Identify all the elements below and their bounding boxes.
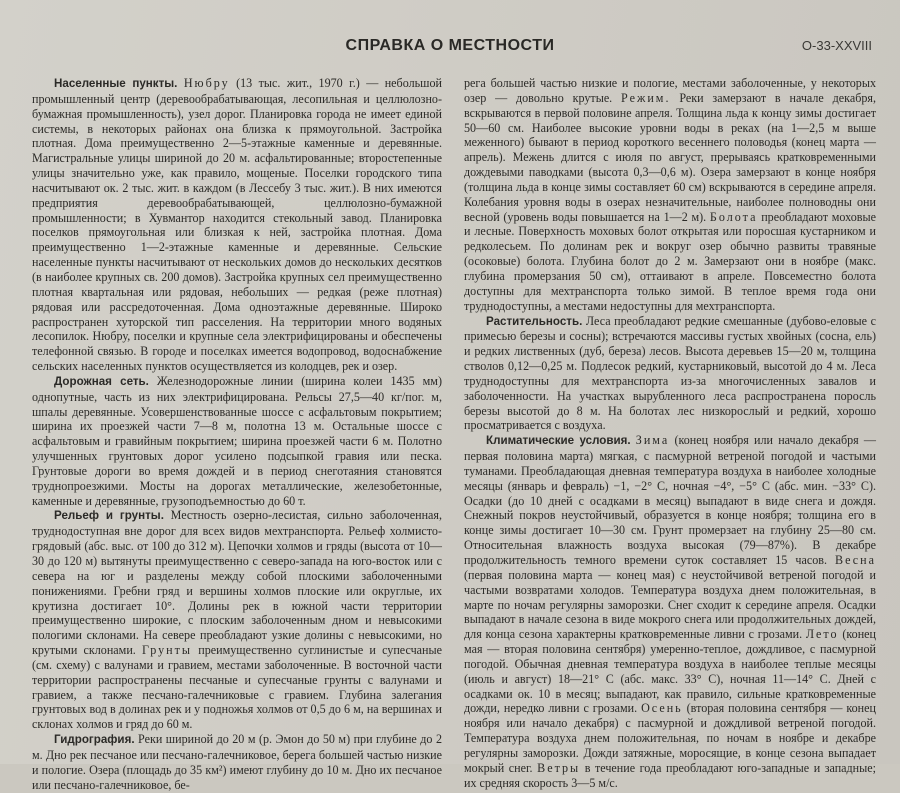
regime-text: Реки замерзают в начале декабря, вскрываются в первой половине апреля. Толщина льда к концу зимы достигает 50—60 см. Наиболее высокие уровни воды в реках (на 1—2,5 м выше меженного) бывают в период короткого весеннего половодья (конец марта — апрель). Межень длится с июля по август, прерываясь кратковременными дождевыми паводками (высота 0,3—0,6 м). Озера замерзают в конце ноября (толщина льда в конце зимы составляет 60 см) вскрываются в середине апреля. Колебания уровня воды в озерах незначительные, наиболее полноводны они весной (уровень воды повышается на 1—2 м). <box>464 90 876 224</box>
winds-label: Ветры <box>537 760 581 775</box>
winds-text: в течение года преобладают юго-западные и западные; их средняя скорость 3—5 м/с. <box>464 760 877 790</box>
right-column <box>464 76 876 791</box>
vegetation-text: Леса преобладают редкие смешанные (дубово-еловые с примесью березы и сосны); встречаются массивы густых хвойных (сосна, ель) и редких лиственных (дуб, береза) лесов. Высота деревьев 15—20 м, толщина стволов 0,12—0,25 м. Подлесок редкий, кустарниковый, высотой до 4 м. Леса труднодоступны для мехтранспорта из-за многочисленных завалов и заболоченности. На участках вырубленного леса распространена поросль березы высотой до 8 м. На болотах лес низкорослый и редкий, хорошо просматривается с воздуха. <box>464 313 876 433</box>
winter-label: Зима <box>635 433 670 448</box>
relief-text: Местность озерно-лесистая, сильно заболоченная, труднодоступная вне дорог для всех видов мехтранспорта. Рельеф холмисто-грядовый (абс. выс. от 100 до 312 м). Цепочки холмов и гряды (высота от 10—30 до 120 м) вытянуты преимущественно с северо-запада на юго-восток или с севера на юг и разделены между собой плоскими заболоченными понижениями. Гребни гряд и вершины холмов плоские или округлые, их крутизна достигает 10°. Долины рек в южной части территории преимущественно широкие, с плоским заболоченным дном и невысокими пологими склонами. На севере преобладают узкие долины с невысокими, но крутыми склонами. <box>32 508 442 658</box>
soils-text: преимущественно суглинистые и супесчаные (см. схему) с валунами и гравием, местами заболоченные. В восточной части территории распространены песчаные и супесчаные грунты с валунами и гравием, а также песчано-галечниковые с гравием. Глубина залегания грунтовых вод в долинах рек и у подножья холмов от 0,5 до 6 м, на вершинах и склонах холмов и гряд до 60 м. <box>32 643 443 732</box>
summer-label: Лето <box>805 627 839 642</box>
hydrography-continued <box>464 76 876 314</box>
spring-text: (первая половина марта — конец мая) с неустойчивой ветреной погодой и частыми возвратами холодов. Температура воздуха днем положительная, в марте по ночам регулярны заморозки. Снег сходит к середине апреля. Осадки выпадают в начале сезона в виде мокрого снега или продолжительных дождей, для конца сезона характерны кратковременные ливни с грозами. <box>464 567 876 642</box>
vegetation-heading: Растительность. <box>486 314 583 328</box>
roads-heading: Дорожная сеть. <box>54 374 149 388</box>
swamps-text: преобладают моховые и лесные. Поверхность моховых болот открытая или поросшая кустарником и редколесьем. По долинам рек и вокруг озер обычно развиты травяные (осоковые) болота. Глубина болот до 2 м. Замерзают они в ноябре (макс. глубина промерзания 50 см), оттаивают в апреле. Повсеместно болота доступны для мехтранспорта только зимой. В теплое время года они труднодоступны, а местами недоступны для мехтранспорта. <box>464 209 876 313</box>
relief-heading: Рельеф и грунты. <box>54 509 164 523</box>
spring-label: Весна <box>835 553 876 567</box>
left-column <box>32 76 442 793</box>
page-title: СПРАВКА О МЕСТНОСТИ <box>345 37 555 54</box>
roads-section <box>32 374 442 509</box>
hydrography-cont-text: рега большей частью низкие и пологие, местами заболоченные, у некоторых озер — довольно крутые. <box>464 76 876 105</box>
autumn-text: (вторая половина сентября — конец ноября или начало декабря) с пасмурной и дождливой ветреной погодой. Температура воздуха днем положительная, по ночам в ноябре и декабре регулярны заморозки. Дожди затяжные, моросящие, в конце сезона выпадает мокрый снег. <box>464 701 876 775</box>
vegetation-section <box>464 314 876 434</box>
settlements-text: (13 тыс. жит., 1970 г.) — небольшой промышленный центр (деревообрабатывающая, лесопильная и целлюлозно-бумажная промышленность), узел дорог. Планировка города не имеет единой системы, в некоторых районах она близка к прямоугольной. Застройка плотная. Дома преимущественно 2—5-этажные каменные и деревянные. Магистральные улицы шириной до 20 м. асфальтированные; второстепенные улицы значительно уже, как правило, мощеные. Поселки городского типа насчитывают ок. 2 тыс. жит. в каждом (в Лессебу 3 тыс. жит.). В них имеются предприятия деревообрабатывающей, целлюлозно-бумажной промышленности; в Хувмантор находится стекольный завод. Планировка поселков прямоугольная или близкая к ней, застройка плотная. Дома преимущественно 1—2-этажные каменные и деревянные. Сельские населенные пункты насчитывают от нескольких домов до нескольких десятков (в наиболее крупных св. 200 домов). Застройка крупных сел преимущественно плотная квартальная или рядовая, небольших — редкая (реже плотная) рядовая или рассредоточенная. Дома одноэтажные деревянные. Широко распространен хуторской тип расселения. На территории много водяных лесопилок. Нюбру, поселки и крупные села электрифицированы и обеспечены телефонной связью. В городе и поселках имеется водопровод, водоснабжение сельских населенных пунктов осуществляется из колодцев, рек и озер. <box>32 76 442 374</box>
town-name: Нюбру <box>183 76 230 90</box>
settlements-section <box>32 76 442 374</box>
swamps-label: Болота <box>709 209 758 224</box>
autumn-label: Осень <box>641 701 683 716</box>
settlements-heading: Населенные пункты. <box>54 77 178 90</box>
hydrography-text: Реки шириной до 20 м (р. Эмон до 50 м) при глубине до 2 м. Дно рек песчаное или песчано-галечниковое, берега большей частью низкие и пологие. Озера (площадь до 35 км²) имеют глубину до 10 м. Дно их песчаное или песчано-галечниковое, бе- <box>32 732 442 792</box>
map-sheet-code: О-33-XXVIII <box>801 38 872 53</box>
winter-text: (конец ноября или начало декабря — первая половина марта) мягкая, с пасмурной ветреной погодой и частыми туманами. Преобладающая дневная температура воздуха в наиболее холодные месяцы (январь и февраль) −1, −2° С, ночная −4°, −5° С (абс. мин. −33° С). Осадки (до 10 дней с осадками в месяц) выпадают в виде снега и дождя. Снежный покров неустойчивый, образуется в конце ноября; толщина его в конце зимы достигает 10—30 см. Грунт промерзает на глубину 25—80 см. Относительная влажность воздуха высокая (79—87%). В декабре продолжительность темного времени суток составляет 15 часов. <box>464 433 876 567</box>
regime-label: Режим. <box>621 90 671 105</box>
relief-section <box>32 508 442 732</box>
summer-text: (конец мая — вторая половина сентября) умеренно-теплое, дождливое, с пасмурной погодой. Обычная дневная температура воздуха в наиболее теплые месяцы (июль и август) 18—21° С (абс. макс. 33° С), ночная 11—14° С. Дней с осадками ок. 10 в месяц; выпадают, как правило, сильные кратковременные дожди, нередко ливни с грозами. <box>464 627 877 716</box>
soils-label: Грунты <box>142 643 193 658</box>
hydrography-section <box>32 732 442 792</box>
climate-heading: Климатические условия. <box>486 434 631 448</box>
hydrography-heading: Гидрография. <box>54 733 135 747</box>
climate-section <box>464 433 876 790</box>
roads-text: Железнодорожные линии (ширина колеи 1435 мм) однопутные, часть из них электрифицирована. Рельсы 27,5—40 кг/пог. м, шпалы деревянные. Усовершенствованные шоссе с асфальтовым покрытием; ширина их проезжей части 7—8 м, полотна 13 м. Остальные шоссе с асфальтовым и гравийным покрытием; ширина проезжей части 6 м. Полотно улучшенных грунтовых дорог усилено подсыпкой гравия или песка. Грунтовые дороги во время дождей и в период снеготаяния становятся труднопроезжими. Мосты на дорогах металлические, железобетонные, каменные и деревянные, грузоподъемностью до 60 т. <box>32 373 442 508</box>
